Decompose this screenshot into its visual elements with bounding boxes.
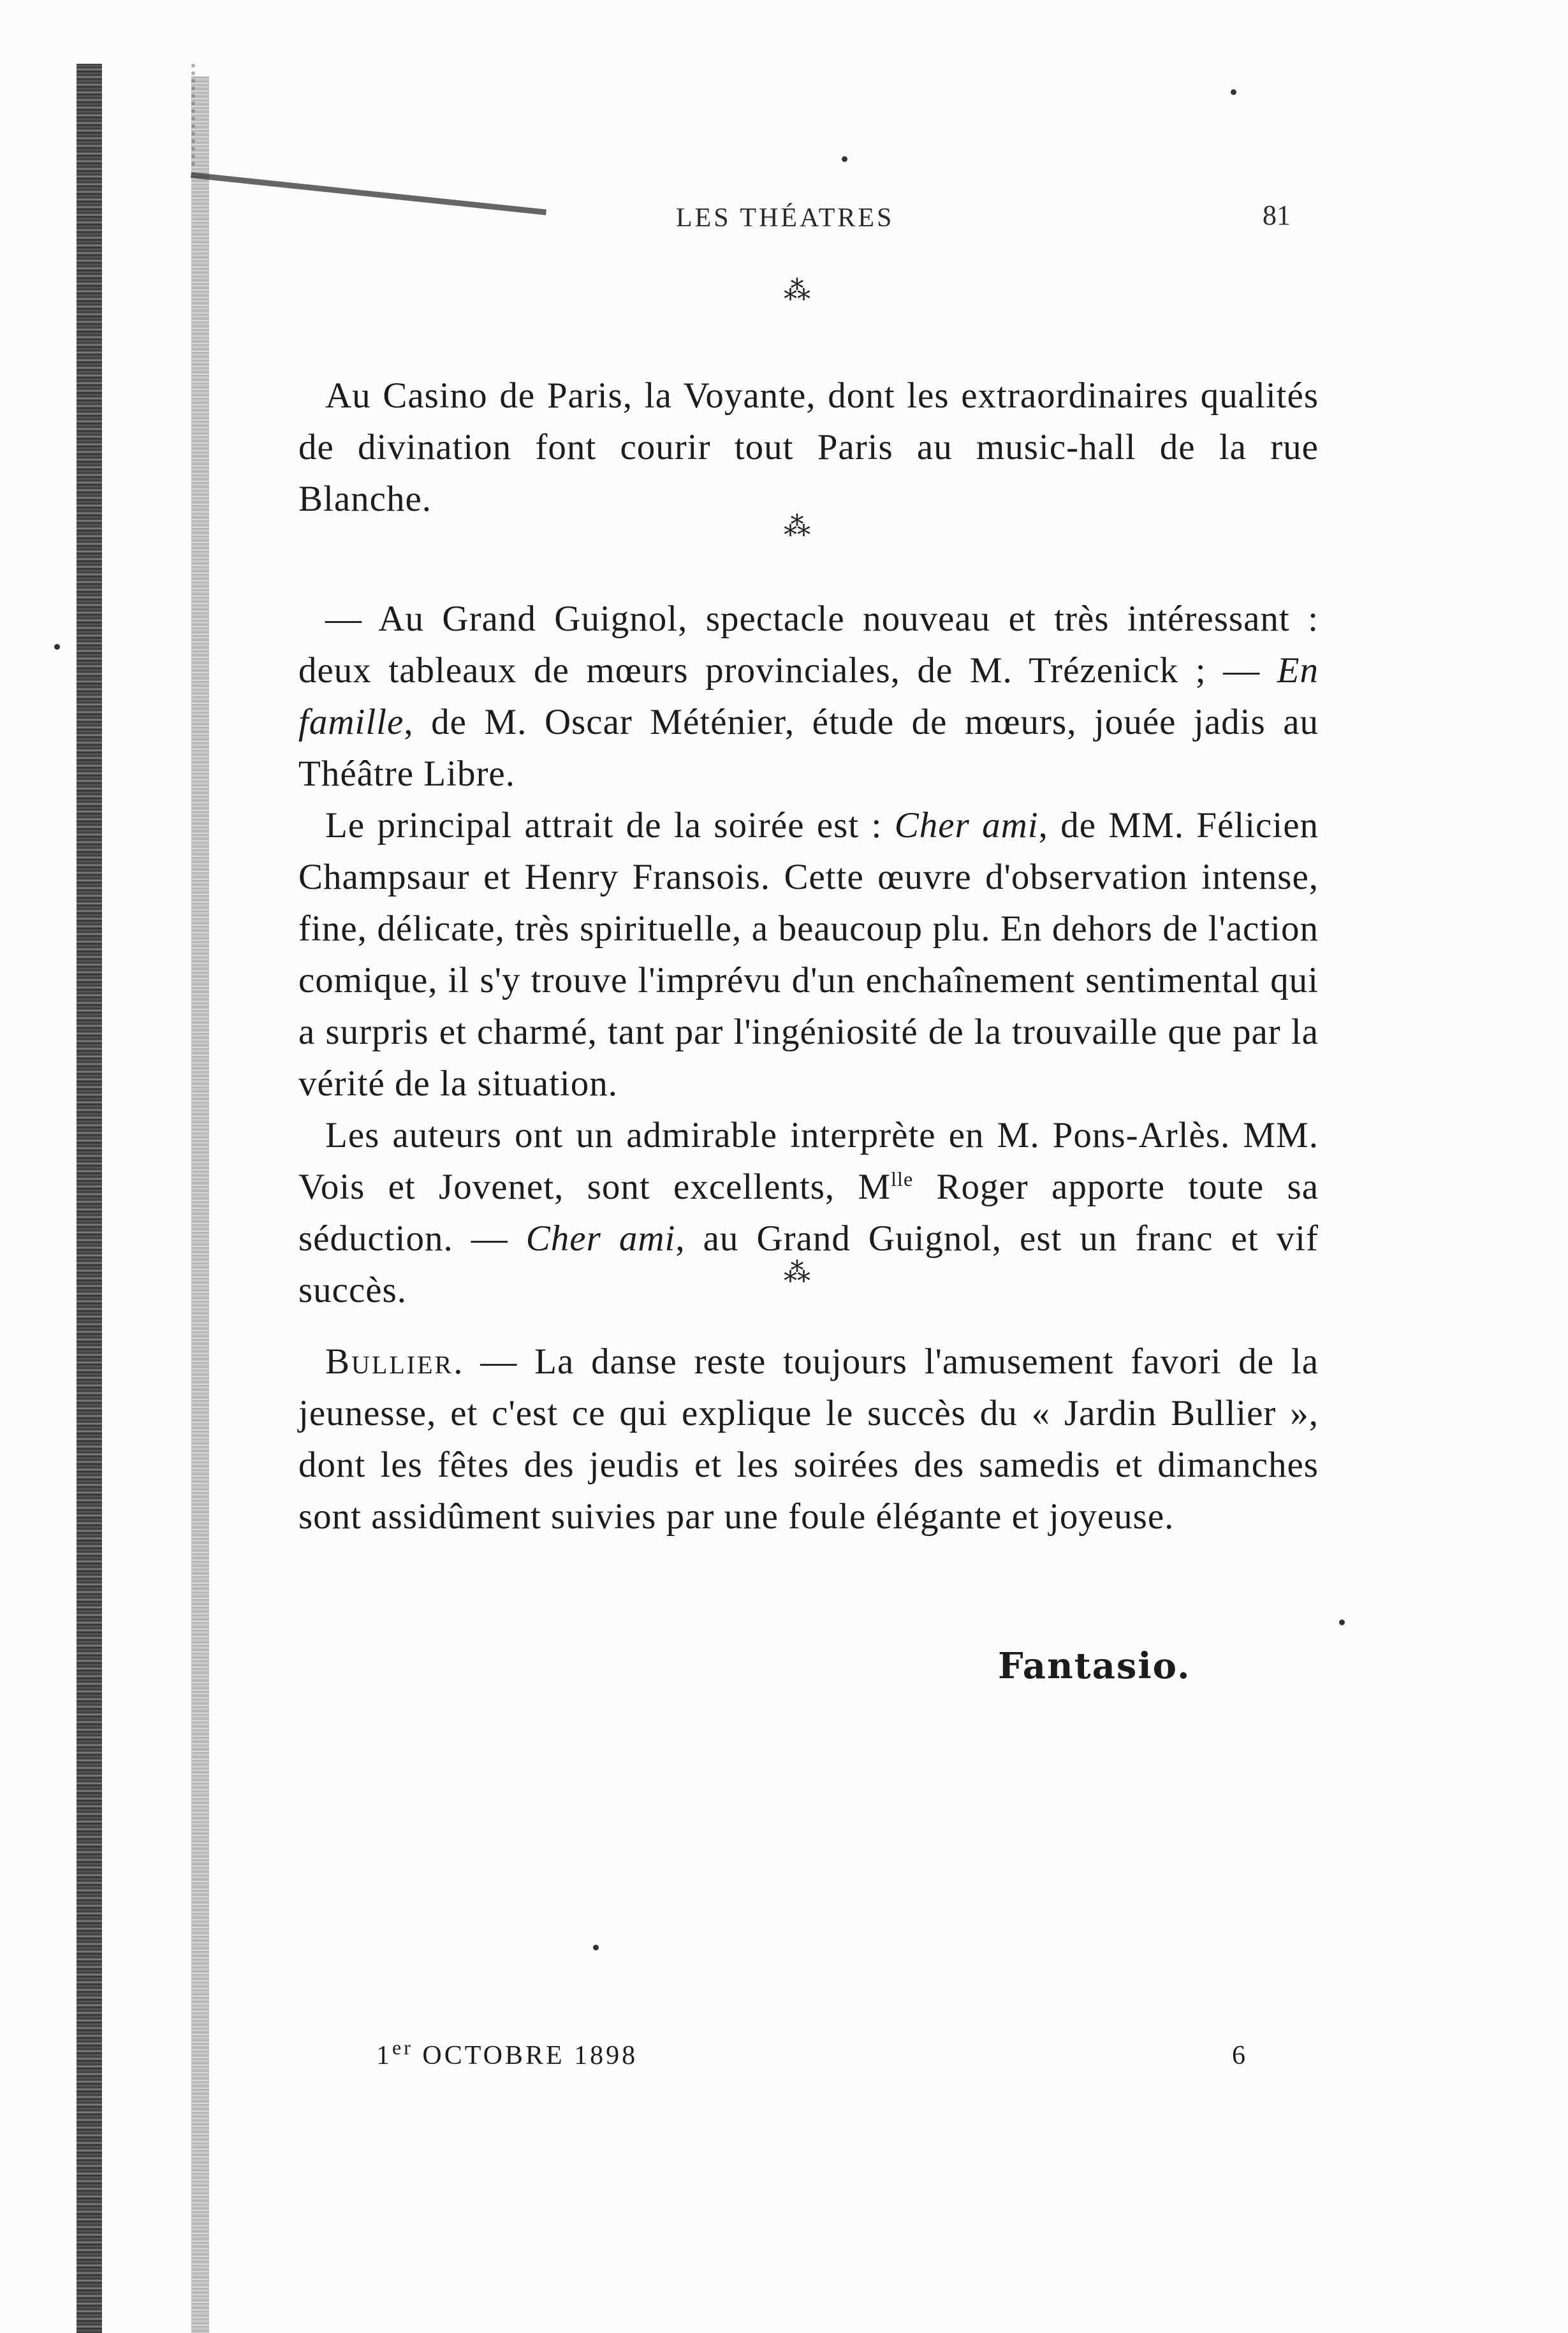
speck (1231, 89, 1236, 95)
asterism-divider: ⁂ (784, 1259, 810, 1288)
paragraph-text: Au Casino de Paris, la Voyante, dont les extraordinaires qualités de divination font courir tout Paris au music-hall de la rue Blanche. (298, 376, 1319, 519)
text-run: Roger apporte toute sa séduction. — (298, 1167, 1319, 1259)
signature-mark: 6 (1232, 2041, 1245, 2070)
italic-title: Cher ami (894, 805, 1039, 845)
paragraph-grand-guignol (298, 593, 1319, 1316)
paragraph-text (298, 1336, 1319, 1542)
page-number: 81 (1263, 200, 1291, 231)
page-gutter-shadow (191, 77, 209, 2333)
text-run: . — La danse reste toujours l'amusement favori de la jeunesse, et c'est ce qui explique le succès du « Jardin Bullier », dont les fêtes des jeudis et les soirées des samedis et dimanches sont assidûment suivies par une foule élégante et joyeuse. (298, 1342, 1319, 1537)
text-run: , de M. Oscar Méténier, étude de mœurs, jouée jadis au Théâtre Libre. (298, 702, 1319, 794)
paragraph-bullier (298, 1336, 1319, 1542)
italic-title: Cher ami (525, 1218, 676, 1259)
text-run: 1 (376, 2041, 392, 2070)
folded-corner-mark (191, 172, 546, 215)
superscript: lle (891, 1167, 914, 1190)
speck (1339, 1620, 1345, 1625)
folded-corner-edge (191, 64, 233, 166)
venue-name: Bullier (325, 1342, 454, 1382)
text-run: Le principal attrait de la soirée est : (325, 805, 895, 845)
paragraph-text (298, 593, 1319, 800)
page-binding-edge (77, 64, 102, 2333)
asterism-divider: ⁂ (784, 513, 810, 542)
text-run: , de MM. Félicien Champsaur et Henry Fransois. Cette œuvre d'observation intense, fine, délicate, très spirituelle, a beaucoup plu. En dehors de l'action comique, il s'y trouve l'imprévu d'un enchaînement sentimental qui a surpris et charmé, tant par l'ingéniosité de la trouvaille que par la vérité de la situation. (298, 805, 1319, 1104)
text-run: , au Grand Guignol, est un franc et vif succès. (298, 1218, 1319, 1310)
paragraph-casino (298, 370, 1319, 525)
asterism-divider: ⁂ (784, 277, 810, 306)
speck (54, 644, 60, 650)
paragraph-text (298, 800, 1319, 1109)
author-signature: Fantasio. (998, 1645, 1191, 1687)
running-head: LES THÉATRES (676, 203, 895, 233)
speck (593, 1945, 599, 1950)
superscript: er (392, 2036, 413, 2059)
italic-title: En famille (298, 650, 1319, 742)
text-run: OCTOBRE 1898 (413, 2041, 638, 2070)
text-run: Les auteurs ont un admirable interprète en M. Pons-Arlès. MM. Vois et Jovenet, sont excellents, M (298, 1115, 1319, 1207)
speck (842, 156, 847, 162)
text-run: — Au Grand Guignol, spectacle nouveau et très intéressant : deux tableaux de mœurs provinciales, de M. Trézenick ; — (298, 599, 1319, 691)
footer-date (376, 2036, 638, 2071)
